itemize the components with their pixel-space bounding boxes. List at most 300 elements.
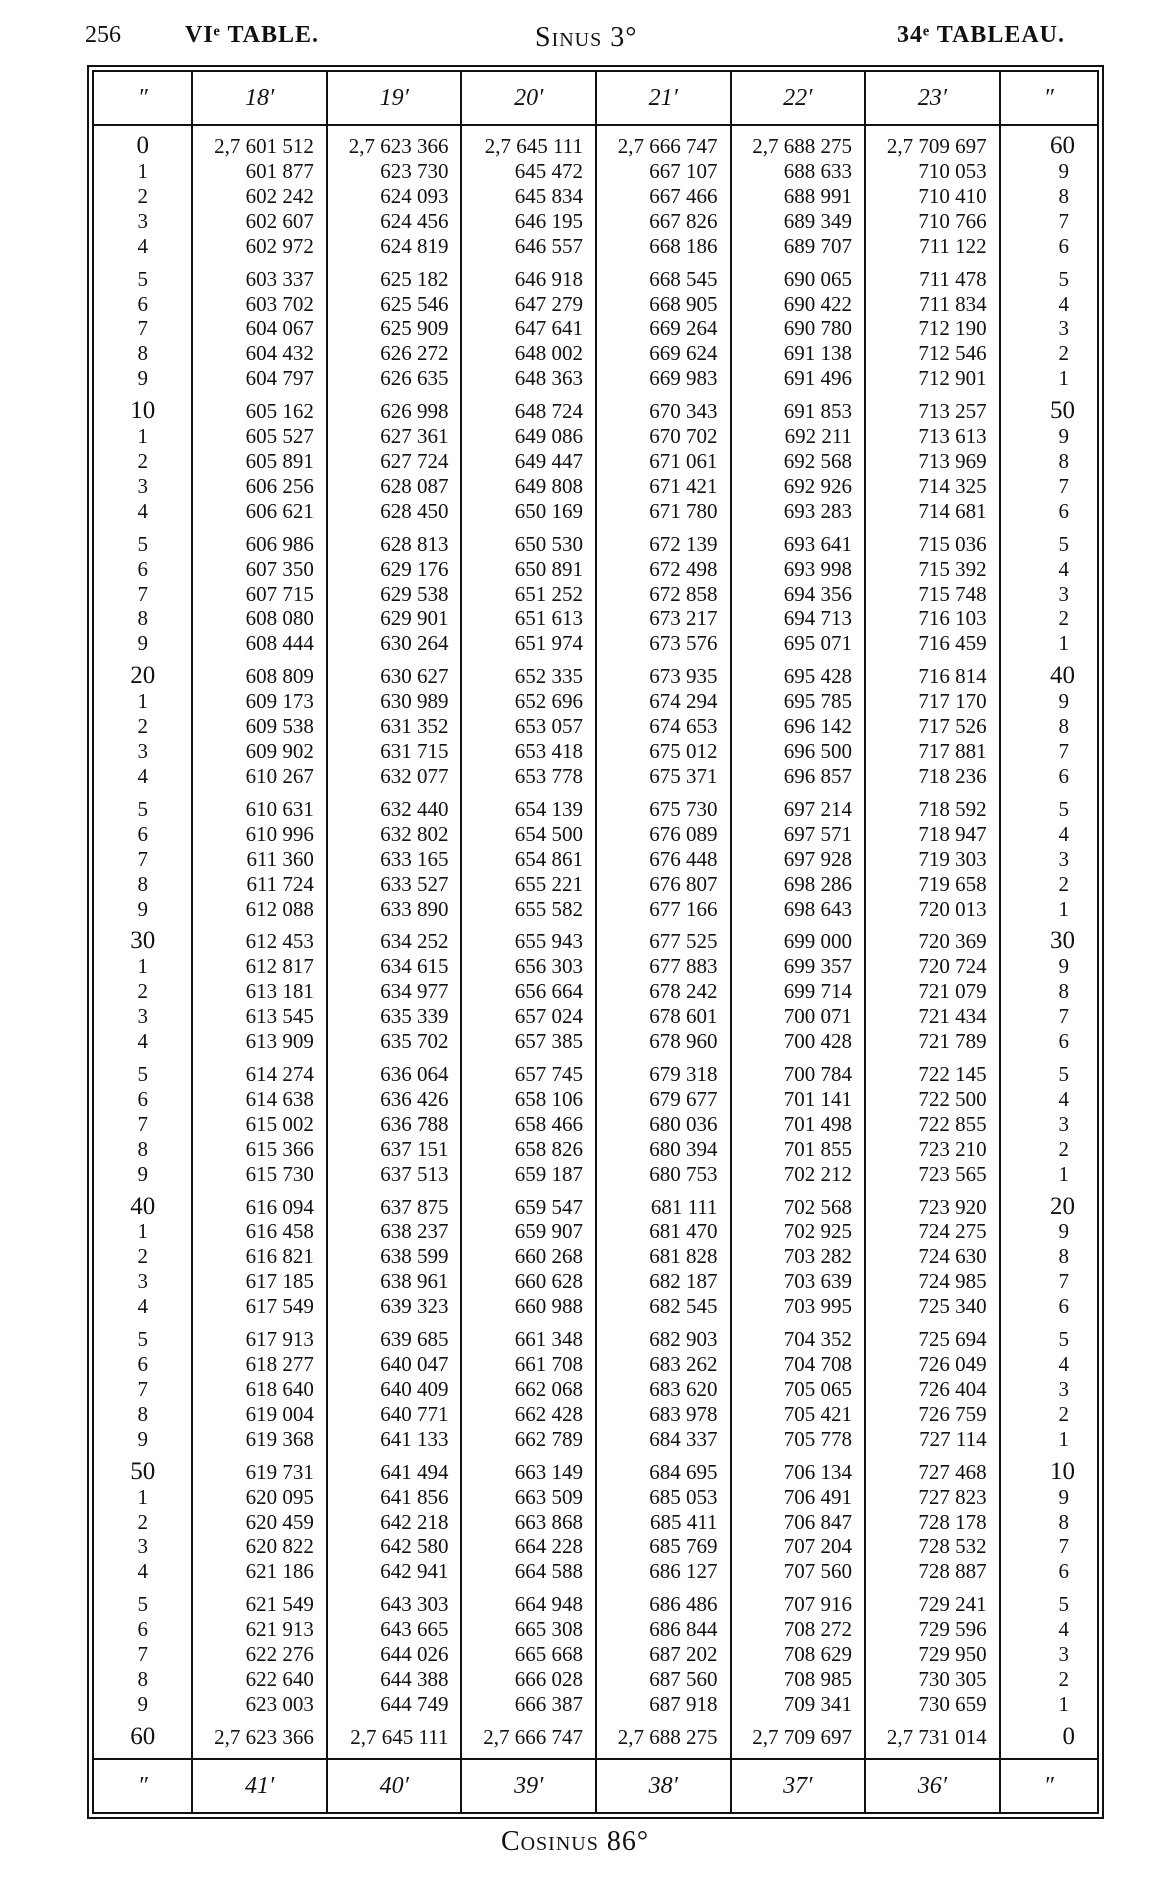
value-cell: 665 308 [461, 1617, 596, 1642]
table-row [94, 606, 1097, 631]
reverse-seconds-cell: 5 [1000, 1054, 1097, 1087]
seconds-cell: 8 [137, 1136, 148, 1161]
table-row [94, 656, 1097, 689]
value-cell: 680 036 [596, 1112, 731, 1137]
value-cell: 635 702 [327, 1029, 462, 1054]
value-cell: 679 318 [596, 1054, 731, 1087]
value-cell: 649 447 [461, 449, 596, 474]
value-cell: 711 122 [865, 234, 1000, 259]
value-cell: 637 151 [327, 1137, 462, 1162]
value-cell: 625 909 [327, 316, 462, 341]
table-row [94, 789, 1097, 822]
value-cell: 621 549 [192, 1584, 327, 1617]
value-cell: 701 141 [731, 1087, 866, 1112]
value-cell: 614 638 [192, 1087, 327, 1112]
value-cell: 680 753 [596, 1162, 731, 1187]
value-cell: 606 621 [192, 499, 327, 524]
value-cell: 660 988 [461, 1294, 596, 1319]
value-cell: 686 127 [596, 1559, 731, 1584]
table-row [94, 1162, 1097, 1187]
reverse-seconds-cell: 60 [1000, 125, 1097, 159]
value-cell: 694 356 [731, 582, 866, 607]
value-cell: 722 145 [865, 1054, 1000, 1087]
value-cell: 689 349 [731, 209, 866, 234]
value-cell: 667 107 [596, 159, 731, 184]
value-cell: 630 989 [327, 689, 462, 714]
value-cell: 652 335 [461, 656, 596, 689]
seconds-cell: 4 [137, 233, 148, 258]
value-cell: 663 868 [461, 1509, 596, 1534]
seconds-cell: 7 [137, 1642, 148, 1667]
table-row [94, 499, 1097, 524]
value-cell: 605 162 [192, 391, 327, 424]
table-row [94, 1054, 1097, 1087]
value-cell: 718 236 [865, 764, 1000, 789]
seconds-cell: 5 [137, 531, 148, 556]
value-cell: 617 913 [192, 1319, 327, 1352]
value-cell: 726 049 [865, 1352, 1000, 1377]
value-cell: 639 323 [327, 1294, 462, 1319]
reverse-seconds-cell: 9 [1000, 424, 1097, 449]
table-row [94, 1452, 1097, 1485]
value-cell: 706 491 [731, 1485, 866, 1510]
value-cell: 641 494 [327, 1452, 462, 1485]
value-cell: 663 509 [461, 1485, 596, 1510]
table-row [94, 125, 1097, 159]
seconds-cell: 3 [137, 1269, 148, 1294]
reverse-seconds-cell: 2 [1000, 341, 1097, 366]
value-cell: 695 071 [731, 631, 866, 656]
table-row [94, 557, 1097, 582]
value-cell: 629 901 [327, 606, 462, 631]
value-cell: 729 596 [865, 1617, 1000, 1642]
table-row [94, 896, 1097, 921]
seconds-cell: 8 [137, 341, 148, 366]
table-row [94, 524, 1097, 557]
reverse-seconds-cell: 8 [1000, 184, 1097, 209]
value-cell: 682 903 [596, 1319, 731, 1352]
reverse-seconds-cell: 6 [1000, 1294, 1097, 1319]
seconds-cell: 9 [137, 631, 148, 656]
value-cell: 650 169 [461, 499, 596, 524]
value-cell: 657 024 [461, 1004, 596, 1029]
value-cell: 659 187 [461, 1162, 596, 1187]
value-cell: 603 702 [192, 292, 327, 317]
value-cell: 729 241 [865, 1584, 1000, 1617]
seconds-cell: 3 [137, 1004, 148, 1029]
value-cell: 604 432 [192, 341, 327, 366]
value-cell: 697 571 [731, 822, 866, 847]
value-cell: 660 268 [461, 1244, 596, 1269]
value-cell: 708 629 [731, 1642, 866, 1667]
value-cell: 681 111 [596, 1187, 731, 1220]
value-cell: 690 065 [731, 259, 866, 292]
value-cell: 720 369 [865, 921, 1000, 954]
page-number: 256 [85, 22, 121, 48]
value-cell: 701 498 [731, 1112, 866, 1137]
value-cell: 627 361 [327, 424, 462, 449]
value-cell: 637 875 [327, 1187, 462, 1220]
seconds-cell: 2 [137, 449, 148, 474]
seconds-cell: 5 [137, 1327, 148, 1352]
seconds-cell: 9 [137, 1161, 148, 1186]
table-row [94, 1509, 1097, 1534]
value-cell: 669 264 [596, 316, 731, 341]
table-row [94, 1617, 1097, 1642]
value-cell: 625 182 [327, 259, 462, 292]
reverse-seconds-cell: 1 [1000, 366, 1097, 391]
value-cell: 725 694 [865, 1319, 1000, 1352]
value-cell: 721 434 [865, 1004, 1000, 1029]
table-row [94, 1377, 1097, 1402]
reverse-seconds-cell: 5 [1000, 1319, 1097, 1352]
value-cell: 689 707 [731, 234, 866, 259]
value-cell: 704 352 [731, 1319, 866, 1352]
value-cell: 608 444 [192, 631, 327, 656]
value-cell: 648 363 [461, 366, 596, 391]
reverse-seconds-cell: 40 [1000, 656, 1097, 689]
value-cell: 698 286 [731, 872, 866, 897]
value-cell: 684 337 [596, 1427, 731, 1452]
value-cell: 616 821 [192, 1244, 327, 1269]
table-row [94, 1485, 1097, 1510]
value-cell: 673 576 [596, 631, 731, 656]
value-cell: 695 428 [731, 656, 866, 689]
value-cell: 664 948 [461, 1584, 596, 1617]
value-cell: 655 221 [461, 872, 596, 897]
value-cell: 695 785 [731, 689, 866, 714]
value-cell: 647 641 [461, 316, 596, 341]
value-cell: 683 978 [596, 1402, 731, 1427]
value-cell: 2,7 623 366 [192, 1717, 327, 1759]
table-row [94, 764, 1097, 789]
value-cell: 699 714 [731, 979, 866, 1004]
value-cell: 664 588 [461, 1559, 596, 1584]
value-cell: 2,7 709 697 [865, 125, 1000, 159]
value-cell: 610 267 [192, 764, 327, 789]
value-cell: 707 916 [731, 1584, 866, 1617]
seconds-cell: 30 [130, 927, 156, 955]
reverse-seconds-cell: 6 [1000, 499, 1097, 524]
table-row [94, 1319, 1097, 1352]
value-cell: 633 890 [327, 896, 462, 921]
footer-col-4: 38′ [596, 1759, 731, 1812]
value-cell: 638 961 [327, 1269, 462, 1294]
value-cell: 644 026 [327, 1642, 462, 1667]
value-cell: 696 500 [731, 739, 866, 764]
value-cell: 721 079 [865, 979, 1000, 1004]
value-cell: 715 036 [865, 524, 1000, 557]
value-cell: 702 925 [731, 1219, 866, 1244]
value-cell: 603 337 [192, 259, 327, 292]
value-cell: 692 211 [731, 424, 866, 449]
value-cell: 628 813 [327, 524, 462, 557]
reverse-seconds-cell: 7 [1000, 739, 1097, 764]
sine-table [94, 72, 1097, 1812]
value-cell: 602 972 [192, 234, 327, 259]
value-cell: 606 986 [192, 524, 327, 557]
value-cell: 636 064 [327, 1054, 462, 1087]
value-cell: 604 797 [192, 366, 327, 391]
value-cell: 691 138 [731, 341, 866, 366]
value-cell: 713 969 [865, 449, 1000, 474]
table-row [94, 1584, 1097, 1617]
value-cell: 622 276 [192, 1642, 327, 1667]
value-cell: 624 456 [327, 209, 462, 234]
footer-col-6: 36′ [865, 1759, 1000, 1812]
value-cell: 645 834 [461, 184, 596, 209]
value-cell: 705 778 [731, 1427, 866, 1452]
reverse-seconds-cell: 6 [1000, 1559, 1097, 1584]
value-cell: 602 242 [192, 184, 327, 209]
value-cell: 651 974 [461, 631, 596, 656]
reverse-seconds-cell: 1 [1000, 1162, 1097, 1187]
value-cell: 654 139 [461, 789, 596, 822]
value-cell: 692 926 [731, 474, 866, 499]
seconds-cell: 50 [130, 1457, 156, 1485]
seconds-cell: 40 [130, 1192, 156, 1220]
reverse-seconds-cell: 3 [1000, 1642, 1097, 1667]
value-cell: 672 498 [596, 557, 731, 582]
value-cell: 710 766 [865, 209, 1000, 234]
reverse-seconds-cell: 1 [1000, 896, 1097, 921]
reverse-seconds-cell: 3 [1000, 847, 1097, 872]
value-cell: 676 807 [596, 872, 731, 897]
value-cell: 630 264 [327, 631, 462, 656]
value-cell: 632 077 [327, 764, 462, 789]
value-cell: 630 627 [327, 656, 462, 689]
value-cell: 2,7 731 014 [865, 1717, 1000, 1759]
value-cell: 637 513 [327, 1162, 462, 1187]
value-cell: 604 067 [192, 316, 327, 341]
header-col-6: 23′ [865, 72, 1000, 125]
value-cell: 2,7 645 111 [461, 125, 596, 159]
table-row [94, 954, 1097, 979]
value-cell: 614 274 [192, 1054, 327, 1087]
value-cell: 609 902 [192, 739, 327, 764]
footer-col-5: 37′ [731, 1759, 866, 1812]
value-cell: 653 778 [461, 764, 596, 789]
value-cell: 691 496 [731, 366, 866, 391]
value-cell: 620 095 [192, 1485, 327, 1510]
seconds-cell: 7 [137, 1111, 148, 1136]
value-cell: 723 210 [865, 1137, 1000, 1162]
seconds-cell: 60 [130, 1722, 156, 1750]
value-cell: 726 404 [865, 1377, 1000, 1402]
value-cell: 632 440 [327, 789, 462, 822]
value-cell: 702 568 [731, 1187, 866, 1220]
value-cell: 692 568 [731, 449, 866, 474]
value-cell: 713 257 [865, 391, 1000, 424]
value-cell: 605 527 [192, 424, 327, 449]
seconds-cell: 1 [137, 1484, 148, 1509]
reverse-seconds-cell: 5 [1000, 259, 1097, 292]
reverse-seconds-cell: 4 [1000, 292, 1097, 317]
value-cell: 711 478 [865, 259, 1000, 292]
reverse-seconds-cell: 8 [1000, 714, 1097, 739]
seconds-cell: 3 [137, 208, 148, 233]
reverse-seconds-cell: 1 [1000, 1692, 1097, 1717]
value-cell: 612 088 [192, 896, 327, 921]
value-cell: 642 580 [327, 1534, 462, 1559]
seconds-cell: 2 [137, 183, 148, 208]
value-cell: 677 883 [596, 954, 731, 979]
seconds-cell: 6 [137, 1086, 148, 1111]
value-cell: 619 004 [192, 1402, 327, 1427]
value-cell: 610 631 [192, 789, 327, 822]
reverse-seconds-cell: 2 [1000, 606, 1097, 631]
value-cell: 642 218 [327, 1509, 462, 1534]
seconds-cell: 2 [137, 1509, 148, 1534]
seconds-cell: 7 [137, 1376, 148, 1401]
value-cell: 717 526 [865, 714, 1000, 739]
seconds-cell: 5 [137, 796, 148, 821]
table-row [94, 979, 1097, 1004]
table-footer-row [94, 1759, 1097, 1812]
value-cell: 698 643 [731, 896, 866, 921]
value-cell: 654 861 [461, 847, 596, 872]
value-cell: 690 422 [731, 292, 866, 317]
table-row [94, 184, 1097, 209]
seconds-cell: 6 [137, 1352, 148, 1377]
value-cell: 608 080 [192, 606, 327, 631]
value-cell: 649 086 [461, 424, 596, 449]
value-cell: 674 653 [596, 714, 731, 739]
value-cell: 725 340 [865, 1294, 1000, 1319]
reverse-seconds-cell: 4 [1000, 1352, 1097, 1377]
reverse-seconds-cell: 4 [1000, 822, 1097, 847]
table-row [94, 1667, 1097, 1692]
table-row [94, 1004, 1097, 1029]
value-cell: 668 545 [596, 259, 731, 292]
footer-col-3: 39′ [461, 1759, 596, 1812]
value-cell: 655 582 [461, 896, 596, 921]
value-cell: 717 881 [865, 739, 1000, 764]
value-cell: 672 139 [596, 524, 731, 557]
value-cell: 728 178 [865, 1509, 1000, 1534]
table-row [94, 316, 1097, 341]
reverse-seconds-cell: 4 [1000, 1617, 1097, 1642]
value-cell: 645 472 [461, 159, 596, 184]
value-cell: 676 089 [596, 822, 731, 847]
value-cell: 667 466 [596, 184, 731, 209]
seconds-cell: 9 [137, 896, 148, 921]
value-cell: 648 724 [461, 391, 596, 424]
value-cell: 728 887 [865, 1559, 1000, 1584]
value-cell: 657 745 [461, 1054, 596, 1087]
value-cell: 716 814 [865, 656, 1000, 689]
footer-seconds-right: ″ [1000, 1759, 1097, 1812]
value-cell: 730 305 [865, 1667, 1000, 1692]
value-cell: 646 918 [461, 259, 596, 292]
value-cell: 617 549 [192, 1294, 327, 1319]
value-cell: 722 500 [865, 1087, 1000, 1112]
value-cell: 707 204 [731, 1534, 866, 1559]
value-cell: 681 470 [596, 1219, 731, 1244]
reverse-seconds-cell: 9 [1000, 1219, 1097, 1244]
value-cell: 700 428 [731, 1029, 866, 1054]
value-cell: 722 855 [865, 1112, 1000, 1137]
reverse-seconds-cell: 7 [1000, 474, 1097, 499]
seconds-cell: 6 [137, 291, 148, 316]
reverse-seconds-cell: 50 [1000, 391, 1097, 424]
reverse-seconds-cell: 7 [1000, 1534, 1097, 1559]
value-cell: 720 013 [865, 896, 1000, 921]
seconds-cell: 4 [137, 498, 148, 523]
value-cell: 636 788 [327, 1112, 462, 1137]
table-row [94, 234, 1097, 259]
value-cell: 659 547 [461, 1187, 596, 1220]
value-cell: 616 458 [192, 1219, 327, 1244]
value-cell: 662 789 [461, 1427, 596, 1452]
value-cell: 728 532 [865, 1534, 1000, 1559]
reverse-seconds-cell: 3 [1000, 1112, 1097, 1137]
seconds-cell: 8 [137, 1401, 148, 1426]
value-cell: 624 819 [327, 234, 462, 259]
value-cell: 724 275 [865, 1219, 1000, 1244]
value-cell: 675 371 [596, 764, 731, 789]
page-header [0, 12, 1150, 62]
table-row [94, 1427, 1097, 1452]
reverse-seconds-cell: 8 [1000, 979, 1097, 1004]
value-cell: 655 943 [461, 921, 596, 954]
value-cell: 673 217 [596, 606, 731, 631]
seconds-cell: 3 [137, 473, 148, 498]
value-cell: 656 664 [461, 979, 596, 1004]
table-row [94, 1559, 1097, 1584]
reverse-seconds-cell: 0 [1000, 1717, 1097, 1759]
value-cell: 717 170 [865, 689, 1000, 714]
seconds-cell: 6 [137, 1617, 148, 1642]
seconds-cell: 9 [137, 1426, 148, 1451]
table-row [94, 341, 1097, 366]
seconds-cell: 5 [137, 1592, 148, 1617]
value-cell: 620 822 [192, 1534, 327, 1559]
value-cell: 696 142 [731, 714, 866, 739]
value-cell: 687 918 [596, 1692, 731, 1717]
reverse-seconds-cell: 6 [1000, 234, 1097, 259]
value-cell: 636 426 [327, 1087, 462, 1112]
value-cell: 634 615 [327, 954, 462, 979]
value-cell: 625 546 [327, 292, 462, 317]
value-cell: 2,7 666 747 [461, 1717, 596, 1759]
table-row [94, 1219, 1097, 1244]
seconds-cell: 20 [130, 662, 156, 690]
table-row [94, 1534, 1097, 1559]
value-cell: 680 394 [596, 1137, 731, 1162]
value-cell: 681 828 [596, 1244, 731, 1269]
seconds-cell: 2 [137, 1244, 148, 1269]
tableau-label: 34ᵉ TABLEAU. [896, 22, 1065, 48]
value-cell: 686 486 [596, 1584, 731, 1617]
seconds-cell: 7 [137, 846, 148, 871]
value-cell: 651 252 [461, 582, 596, 607]
reverse-seconds-cell: 10 [1000, 1452, 1097, 1485]
seconds-cell: 9 [137, 1691, 148, 1716]
value-cell: 688 991 [731, 184, 866, 209]
value-cell: 613 545 [192, 1004, 327, 1029]
value-cell: 612 817 [192, 954, 327, 979]
value-cell: 699 357 [731, 954, 866, 979]
table-row [94, 631, 1097, 656]
reverse-seconds-cell: 3 [1000, 1377, 1097, 1402]
seconds-cell: 4 [137, 1559, 148, 1584]
value-cell: 619 368 [192, 1427, 327, 1452]
value-cell: 662 068 [461, 1377, 596, 1402]
value-cell: 668 186 [596, 234, 731, 259]
seconds-cell: 6 [137, 556, 148, 581]
value-cell: 640 047 [327, 1352, 462, 1377]
